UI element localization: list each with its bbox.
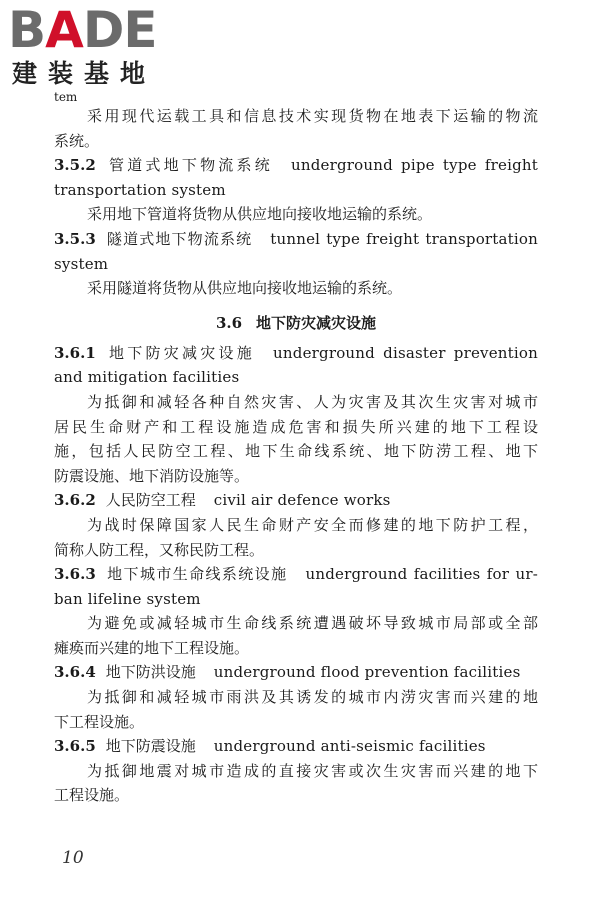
- term-chinese: 隧道式地下物流系统: [105, 229, 253, 248]
- body-line: 防震设施、地下消防设施等。: [54, 466, 250, 485]
- term-english: underground facilities for ur-: [305, 565, 538, 584]
- term-chinese: 地下城市生命线系统设施: [105, 565, 288, 584]
- term-english-continued: and mitigation facilities: [54, 368, 240, 387]
- term-english-continued: system: [54, 254, 109, 273]
- term-heading-3-6-2: [54, 488, 538, 513]
- term-heading-3-5-2: [54, 153, 538, 178]
- body-line: 简称人防工程，又称民防工程。: [54, 540, 265, 559]
- page-number: 10: [62, 848, 84, 868]
- term-english: underground disaster prevention: [273, 343, 538, 362]
- term-heading-3-6-5: [54, 734, 538, 759]
- term-number: 3.5.2: [54, 156, 96, 175]
- term-english: underground pipe type freight: [290, 156, 538, 175]
- brand-chinese-name: 建装基地: [12, 59, 157, 88]
- term-english: underground anti-seismic facilities: [213, 737, 486, 756]
- term-chinese: 地下防灾减灾设施: [105, 343, 256, 362]
- body-line: 施，包括人民防空工程、地下生命线系统、地下防涝工程、地下: [54, 442, 538, 461]
- body-line: 为抵御和减轻各种自然灾害、人为灾害及其次生灾害对城市: [87, 392, 538, 411]
- body-line: 为抵御地震对城市造成的直接灾害或次生灾害而兴建的地下: [87, 761, 538, 780]
- term-number: 3.6.3: [54, 565, 96, 584]
- term-english-continued: transportation system: [54, 180, 226, 199]
- term-english: civil air defence works: [213, 491, 391, 510]
- section-number: 3.6: [215, 313, 243, 332]
- brand-wordmark: BADE: [8, 1, 157, 59]
- body-line: 瘫痪而兴建的地下工程设施。: [54, 638, 250, 657]
- term-number: 3.6.1: [54, 343, 96, 362]
- document-body: [54, 90, 538, 808]
- body-line: 下工程设施。: [54, 712, 145, 731]
- term-english: tunnel type freight transportation: [270, 229, 538, 248]
- body-line: 采用隧道将货物从供应地向接收地运输的系统。: [87, 279, 403, 298]
- term-english: underground flood prevention facilities: [213, 663, 521, 682]
- continued-fragment: tem: [54, 90, 78, 104]
- body-line: 为抵御和减轻城市雨洪及其诱发的城市内涝灾害而兴建的地: [87, 688, 538, 707]
- term-chinese: 地下防震设施: [105, 737, 196, 756]
- term-english-continued: ban lifeline system: [54, 589, 201, 608]
- term-number: 3.6.5: [54, 737, 96, 756]
- section-heading: [54, 305, 538, 341]
- brand-logo: [8, 1, 178, 90]
- body-line: 居民生命财产和工程设施造成危害和损失所兴建的地下工程设: [54, 417, 538, 436]
- body-line: 采用地下管道将货物从供应地向接收地运输的系统。: [87, 205, 433, 224]
- term-heading-3-5-3: [54, 227, 538, 252]
- brand-accent-letter: A: [45, 1, 83, 59]
- term-heading-3-6-4: [54, 660, 538, 685]
- term-number: 3.6.2: [54, 491, 96, 510]
- term-number: 3.6.4: [54, 663, 96, 682]
- body-line: 为避免或减轻城市生命线系统遭遇破坏导致城市局部或全部: [87, 614, 538, 633]
- body-line: 为战时保障国家人民生命财产安全而修建的地下防护工程，: [87, 515, 538, 534]
- term-heading-3-6-3: [54, 562, 538, 587]
- term-chinese: 人民防空工程: [105, 491, 196, 510]
- body-line: 采用现代运载工具和信息技术实现货物在地表下运输的物流: [87, 107, 538, 125]
- section-title: 地下防灾减灾设施: [256, 313, 377, 332]
- term-chinese: 地下防洪设施: [105, 663, 196, 682]
- term-heading-3-6-1: [54, 341, 538, 366]
- term-chinese: 管道式地下物流系统: [105, 156, 273, 175]
- body-line: 系统。: [54, 131, 100, 150]
- term-number: 3.5.3: [54, 229, 96, 248]
- body-line: 工程设施。: [54, 786, 130, 805]
